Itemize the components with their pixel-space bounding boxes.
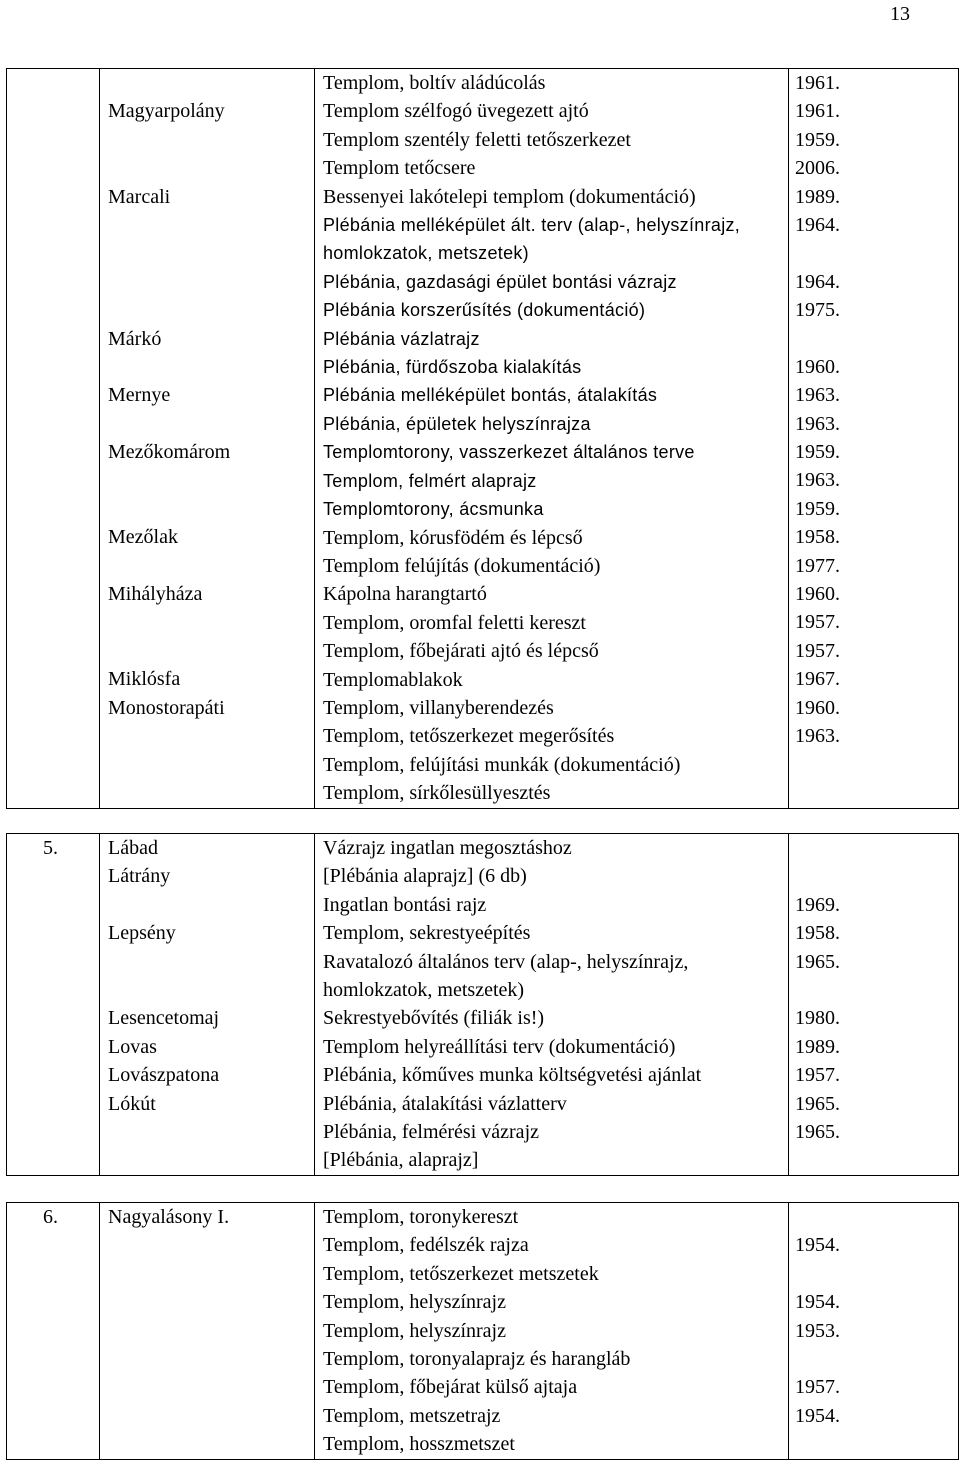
- document-year: 1963.: [795, 469, 840, 492]
- document-year: [795, 779, 958, 807]
- document-year: 1960.: [795, 355, 840, 378]
- place-name: [108, 154, 314, 182]
- place-name: Lovas: [108, 1035, 157, 1058]
- document-title: Templom, fedélszék rajza: [323, 1234, 529, 1257]
- document-title: Sekrestyebővítés (filiák is!): [323, 1007, 545, 1030]
- document-title: Templom, metszetrajz: [323, 1404, 501, 1427]
- place-name: [108, 353, 314, 381]
- document-year: 1969.: [795, 893, 840, 916]
- place-name: Lókút: [108, 1092, 156, 1115]
- place-name: Lesencetomaj: [108, 1007, 220, 1030]
- document-title: Templom szentély feletti tetőszerkezet: [323, 128, 631, 151]
- document-year: 1957.: [795, 639, 840, 662]
- document-year: 1965.: [795, 950, 840, 973]
- document-title: Templom, villanyberendezés: [323, 696, 554, 719]
- place-name: [108, 637, 314, 665]
- document-title: Templomtorony, vasszerkezet általános terve: [323, 442, 695, 463]
- document-year: 1958.: [795, 526, 840, 549]
- place-name: Marcali: [108, 185, 171, 208]
- place-name: [108, 126, 314, 154]
- place-name: Magyarpolány: [108, 100, 225, 123]
- document-year: 1960.: [795, 696, 840, 719]
- document-year: 1964.: [795, 213, 840, 236]
- place-name: [108, 69, 314, 97]
- document-title: Templomtorony, ácsmunka: [323, 499, 544, 520]
- document-year: [795, 1260, 958, 1288]
- record-table-section-1: [6, 68, 959, 809]
- place-name: [108, 1402, 314, 1430]
- title-cell: [315, 69, 789, 809]
- place-name: Miklósfa: [108, 668, 181, 691]
- document-year: 2006.: [795, 157, 840, 180]
- document-year: 1959.: [795, 441, 840, 464]
- document-title: Templom, felmért alaprajz: [323, 470, 537, 491]
- document-year: [795, 1203, 958, 1231]
- year-cell: [789, 69, 959, 809]
- document-year: 1965.: [795, 1092, 840, 1115]
- place-cell: [100, 69, 315, 809]
- document-title: Templom, helyszínrajz: [323, 1291, 506, 1314]
- document-title: Plébánia korszerűsítés (dokumentáció): [323, 300, 646, 321]
- section-number-cell: [7, 1203, 100, 1460]
- document-title: Plébánia vázlatrajz: [323, 328, 480, 349]
- document-title: Bessenyei lakótelepi templom (dokumentáció): [323, 185, 696, 208]
- document-year: 1961.: [795, 72, 840, 94]
- document-title: Templom szélfogó üvegezett ajtó: [323, 100, 589, 123]
- place-name: Márkó: [108, 327, 162, 350]
- document-year: 1954.: [795, 1404, 840, 1427]
- document-year: [795, 1146, 958, 1174]
- document-year: [795, 750, 958, 778]
- place-name: Lovászpatona: [108, 1064, 220, 1087]
- document-title: Plébánia, felmérési vázrajz: [323, 1121, 539, 1144]
- document-year: [795, 834, 958, 862]
- document-title: Templom, főbejárat külső ajtaja: [323, 1376, 578, 1399]
- document-title: Templom, felújítási munkák (dokumentáció): [323, 753, 681, 776]
- place-name: [108, 948, 314, 1005]
- document-title: [Plébánia, alaprajz]: [323, 1149, 479, 1172]
- document-title: Templomablakok: [323, 668, 463, 691]
- section-number-cell: [7, 834, 100, 1176]
- document-year: 1958.: [795, 922, 840, 945]
- place-name: Mihályháza: [108, 583, 203, 606]
- place-name: [108, 1260, 314, 1288]
- place-name: [108, 750, 314, 778]
- document-year: 1961.: [795, 100, 840, 123]
- section-row: [7, 834, 959, 1176]
- section-row: [7, 69, 959, 809]
- place-name: [108, 466, 314, 494]
- section-number: 5.: [43, 837, 58, 859]
- document-year: 1967.: [795, 668, 840, 691]
- document-year: 1959.: [795, 497, 840, 520]
- place-name: [108, 779, 314, 807]
- document-year: 1954.: [795, 1234, 840, 1257]
- document-title: Templom, kórusfödém és lépcső: [323, 526, 583, 549]
- place-cell: [100, 834, 315, 1176]
- document-title: Plébánia melléképület bontás, átalakítás: [323, 385, 658, 406]
- document-title: Templom, oromfal feletti kereszt: [323, 611, 586, 634]
- document-title: Plébánia, átalakítási vázlatterv: [323, 1092, 567, 1115]
- document-year: [795, 1430, 958, 1458]
- place-name: [108, 495, 314, 523]
- place-name: Lepsény: [108, 922, 176, 945]
- document-title: Templom, helyszínrajz: [323, 1319, 506, 1342]
- place-name: [108, 722, 314, 750]
- place-name: Mernye: [108, 384, 171, 407]
- document-title: Ingatlan bontási rajz: [323, 893, 487, 916]
- year-cell: [789, 834, 959, 1176]
- section-row: [7, 1203, 959, 1460]
- document-year: 1965.: [795, 1120, 840, 1143]
- place-name: Nagyalásony I.: [108, 1206, 230, 1228]
- place-name: Mezőlak: [108, 526, 178, 549]
- place-name: [108, 1146, 314, 1174]
- document-title: Templom, sírkőlesüllyesztés: [323, 782, 551, 805]
- document-year: 1957.: [795, 1376, 840, 1399]
- place-name: Monostorapáti: [108, 696, 225, 719]
- document-title: Templom felújítás (dokumentáció): [323, 554, 601, 577]
- document-title: Templom, sekrestyeépítés: [323, 922, 531, 945]
- document-year: 1975.: [795, 299, 840, 322]
- record-table-section-5: [6, 833, 959, 1176]
- section-number: 6.: [43, 1206, 58, 1228]
- document-year: 1959.: [795, 128, 840, 151]
- document-title: Templom tetőcsere: [323, 157, 476, 180]
- place-name: [108, 1317, 314, 1345]
- document-title: Templom, hosszmetszet: [323, 1433, 515, 1456]
- place-name: [108, 1118, 314, 1146]
- document-title: Templom, boltív aládúcolás: [323, 72, 546, 94]
- place-cell: [100, 1203, 315, 1460]
- document-title: Templom, toronykereszt: [323, 1206, 519, 1228]
- document-title: Templom, tetőszerkezet megerősítés: [323, 725, 615, 748]
- document-title: Plébánia, kőműves munka költségvetési ajánlat: [323, 1064, 702, 1087]
- document-year: 1989.: [795, 1035, 840, 1058]
- title-cell: [315, 834, 789, 1176]
- document-title: Kápolna harangtartó: [323, 583, 487, 606]
- document-year: 1960.: [795, 583, 840, 606]
- place-name: Mezőkomárom: [108, 441, 231, 464]
- place-name: [108, 891, 314, 919]
- document-year: 1977.: [795, 554, 840, 577]
- document-year: 1954.: [795, 1291, 840, 1314]
- place-name: [108, 211, 314, 268]
- document-year: [795, 1345, 958, 1373]
- document-title: Templom, toronyalaprajz és harangláb: [323, 1348, 631, 1371]
- place-name: Látrány: [108, 865, 171, 888]
- document-year: 1953.: [795, 1319, 840, 1342]
- document-year: 1963.: [795, 412, 840, 435]
- section-number-cell: [7, 69, 100, 809]
- document-year: 1957.: [795, 611, 840, 634]
- document-year: 1963.: [795, 725, 840, 747]
- page-number: 13: [890, 3, 910, 25]
- place-name: [108, 1345, 314, 1373]
- document-title: Ravatalozó általános terv (alap-, helyszínrajz, homlokzatok, metszetek): [323, 950, 689, 1002]
- place-name: [108, 1231, 314, 1259]
- document-title: Plébánia melléképület ált. terv (alap-, helyszínrajz, homlokzatok, metszetek): [323, 215, 741, 264]
- place-name: [108, 1288, 314, 1316]
- document-title: Plébánia, épületek helyszínrajza: [323, 413, 591, 434]
- document-year: [795, 862, 958, 890]
- record-table-section-6: [6, 1202, 959, 1460]
- place-name: [108, 608, 314, 636]
- place-name: [108, 1373, 314, 1401]
- place-name: Lábad: [108, 837, 158, 859]
- place-name: [108, 552, 314, 580]
- document-title: [Plébánia alaprajz] (6 db): [323, 865, 527, 888]
- place-name: [108, 268, 314, 296]
- document-year: 1963.: [795, 384, 840, 407]
- document-year: 1957.: [795, 1064, 840, 1087]
- place-name: [108, 296, 314, 324]
- document-title: Plébánia, gazdasági épület bontási vázrajz: [323, 271, 677, 292]
- document-title: Templom, tetőszerkezet metszetek: [323, 1262, 599, 1285]
- document-year: 1964.: [795, 270, 840, 293]
- document-title: Plébánia, fürdőszoba kialakítás: [323, 357, 582, 378]
- document-year: 1989.: [795, 185, 840, 208]
- document-title: Templom, főbejárati ajtó és lépcső: [323, 640, 599, 663]
- document-title: Templom helyreállítási terv (dokumentáció): [323, 1035, 676, 1058]
- place-name: [108, 410, 314, 438]
- document-title: Vázrajz ingatlan megosztáshoz: [323, 837, 572, 859]
- place-name: [108, 1430, 314, 1458]
- document-year: [795, 325, 958, 353]
- year-cell: [789, 1203, 959, 1460]
- title-cell: [315, 1203, 789, 1460]
- document-year: 1980.: [795, 1007, 840, 1030]
